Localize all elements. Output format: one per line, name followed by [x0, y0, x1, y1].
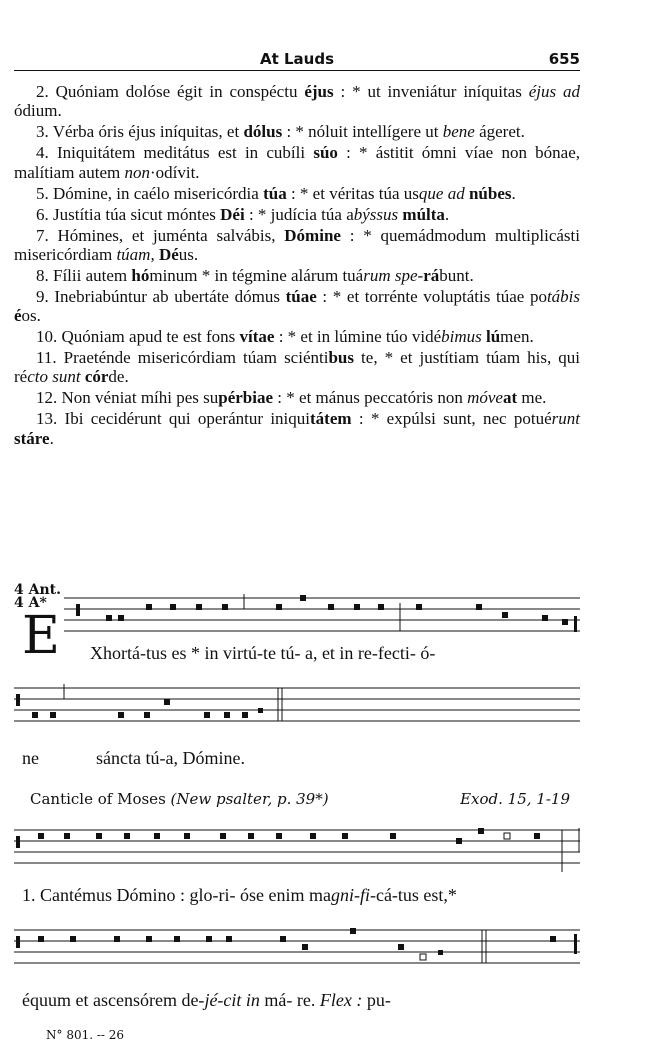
- psalm-verses: [14, 82, 580, 450]
- verse-number: 11.: [36, 348, 57, 368]
- verse-text: ágeret.: [474, 122, 525, 142]
- verse-text: bimus: [441, 327, 482, 347]
- verse-text: : * et véritas túa us: [286, 183, 419, 203]
- verse-text: : * et torrénte voluptátis túae po: [316, 286, 547, 306]
- verse-text: cór: [84, 367, 109, 387]
- antiphon-staff-2: [14, 684, 580, 726]
- verse-number: 3.: [36, 122, 49, 142]
- verse-text: Dé: [158, 244, 179, 264]
- verse-text: runt: [551, 409, 581, 429]
- verse-number: 2.: [36, 82, 49, 101]
- verse-text: Dómine: [284, 225, 341, 245]
- verse-text: : * ut inveniátur iníquitas: [333, 82, 529, 101]
- verse-text: túae: [285, 286, 317, 306]
- verse-text: rá: [423, 265, 440, 285]
- antiphon-label: 4 Ant. 4 A*: [14, 582, 61, 611]
- verse-text: Iniquitátem meditátus est in cubíli: [48, 143, 314, 163]
- psalm-verse: [14, 184, 580, 203]
- verse-number: 7.: [36, 225, 49, 245]
- verse-text: rum spe: [363, 265, 418, 285]
- page-header: [14, 50, 580, 71]
- canticle-reference: Exod. 15, 1-19: [460, 790, 570, 808]
- verse-text: tábis: [546, 286, 581, 306]
- verse-number: 10.: [36, 327, 58, 347]
- verse-text: Hómines, et juménta salvábis,: [48, 225, 285, 245]
- verse-text: núbes: [468, 183, 512, 203]
- verse-text: é: [14, 306, 22, 326]
- verse-text: Déi: [220, 204, 245, 224]
- verse-text: te, * et justítiam túam his, qui ré: [14, 348, 581, 387]
- verse-text: Ibi cecidérunt qui operántur iniqui: [57, 409, 310, 429]
- verse-text: dólus: [243, 122, 283, 142]
- verse-text: Fílii autem: [48, 265, 132, 285]
- psalm-verse: [14, 388, 580, 407]
- verse-number: 8.: [36, 265, 49, 285]
- verse-text: vítae: [239, 327, 275, 347]
- verse-text: hó: [131, 265, 150, 285]
- canticle-title-note: (New psalter, p. 39*): [170, 790, 329, 808]
- psalm-verse: [14, 266, 580, 285]
- verse-text: .: [49, 428, 54, 448]
- verse-text: minum * in tégmine alárum tuá: [149, 265, 364, 285]
- antiphon-staff-1: [14, 594, 580, 636]
- verse-text: bunt.: [439, 265, 474, 285]
- psalm-verse: [14, 226, 580, 265]
- verse-text: -: [417, 265, 424, 285]
- page-number: 655: [548, 50, 580, 68]
- verse-text: : * quemádmodum multiplicásti misericórdiam: [14, 225, 580, 264]
- verse-text: éjus: [304, 82, 334, 101]
- verse-text: men.: [500, 327, 534, 347]
- verse-text: éjus ad: [528, 82, 581, 101]
- verse-text: túa: [263, 183, 287, 203]
- psalm-verse: [14, 348, 580, 387]
- verse-number: 4.: [36, 143, 49, 163]
- verse-number: 6.: [36, 204, 49, 224]
- antiphon-lyrics-line-1: Xhortá-tus es * in virtú-te tú- a, et in re-fecti- ó-: [90, 643, 436, 663]
- verse-text: : * ástitit ómni víae non bónae, malítiam autem: [14, 143, 580, 182]
- canticle-lyrics-line-1: 1. Cantémus Dómino : glo-ri- óse enim magni-fi-cá-tus est,*: [22, 885, 457, 905]
- psalm-verse: [14, 143, 580, 182]
- psalm-verse: [14, 409, 580, 448]
- psalm-verse: [14, 82, 580, 121]
- verse-text: cto sunt: [27, 367, 81, 387]
- verse-text: : * judícia túa a: [244, 204, 354, 224]
- verse-text: que ad: [418, 183, 465, 203]
- verse-text: Non véniat míhi pes su: [57, 388, 219, 408]
- verse-text: Dómine, in caélo misericórdia: [48, 183, 264, 203]
- verse-number: 5.: [36, 183, 49, 203]
- verse-text: de.: [108, 367, 129, 387]
- canticle-staff-1: [14, 822, 580, 874]
- verse-text: býssus: [353, 204, 399, 224]
- verse-number: 9.: [36, 286, 49, 306]
- verse-text: ·odívit.: [149, 162, 200, 182]
- psalm-verse: [14, 287, 580, 326]
- verse-text: : * expúlsi sunt, nec potué: [351, 409, 552, 429]
- psalm-verse: [14, 122, 580, 141]
- verse-text: Praeténde misericórdiam túam sciénti: [56, 348, 329, 368]
- verse-text: me.: [517, 388, 547, 408]
- verse-text: : * et in lúmine túo vidé: [274, 327, 442, 347]
- verse-text: Vérba óris éjus iníquitas, et: [48, 122, 244, 142]
- antiphon-lyrics-line-2b: sáncta tú-a, Dómine.: [96, 748, 245, 768]
- psalm-verse: [14, 327, 580, 346]
- verse-text: Inebriabúntur ab ubertáte dómus: [48, 286, 286, 306]
- verse-text: Quóniam dolóse égit in conspéctu: [48, 82, 305, 101]
- verse-text: os.: [21, 306, 41, 326]
- verse-text: Quóniam apud te est fons: [57, 327, 240, 347]
- verse-text: : * nóluit intellígere ut: [282, 122, 443, 142]
- verse-number: 13.: [36, 409, 58, 429]
- verse-text: at: [502, 388, 518, 408]
- canticle-lyrics-line-2: équum et ascensórem de-jé-cit in má- re. Flex : pu-: [22, 990, 391, 1010]
- verse-text: múlta: [402, 204, 445, 224]
- printer-signature: N° 801. -- 26: [46, 1028, 125, 1042]
- verse-text: non: [124, 162, 150, 182]
- verse-text: : * et mánus peccatóris non: [273, 388, 468, 408]
- verse-number: 12.: [36, 388, 58, 408]
- verse-text: .: [511, 183, 516, 203]
- verse-text: túam,: [116, 244, 155, 264]
- page-title: At Lauds: [259, 50, 335, 68]
- canticle-staff-2: [14, 922, 580, 974]
- verse-text: ódium.: [14, 101, 62, 121]
- verse-text: pérbiae: [218, 388, 274, 408]
- psalm-verse: [14, 205, 580, 224]
- verse-text: stáre: [14, 428, 50, 448]
- verse-text: lú: [485, 327, 501, 347]
- canticle-heading: [30, 790, 570, 808]
- verse-text: Justítia túa sicut móntes: [48, 204, 221, 224]
- antiphon-lyrics-line-2a: ne: [22, 748, 39, 768]
- verse-text: tátem: [310, 409, 352, 429]
- verse-text: bus: [328, 348, 354, 368]
- antiphon-initial: E: [22, 606, 60, 666]
- verse-text: us.: [178, 244, 199, 264]
- canticle-title: Canticle of Moses: [30, 790, 171, 808]
- verse-text: .: [444, 204, 450, 224]
- verse-text: súo: [313, 143, 338, 163]
- verse-text: bene: [442, 122, 475, 142]
- verse-text: móve: [467, 388, 503, 408]
